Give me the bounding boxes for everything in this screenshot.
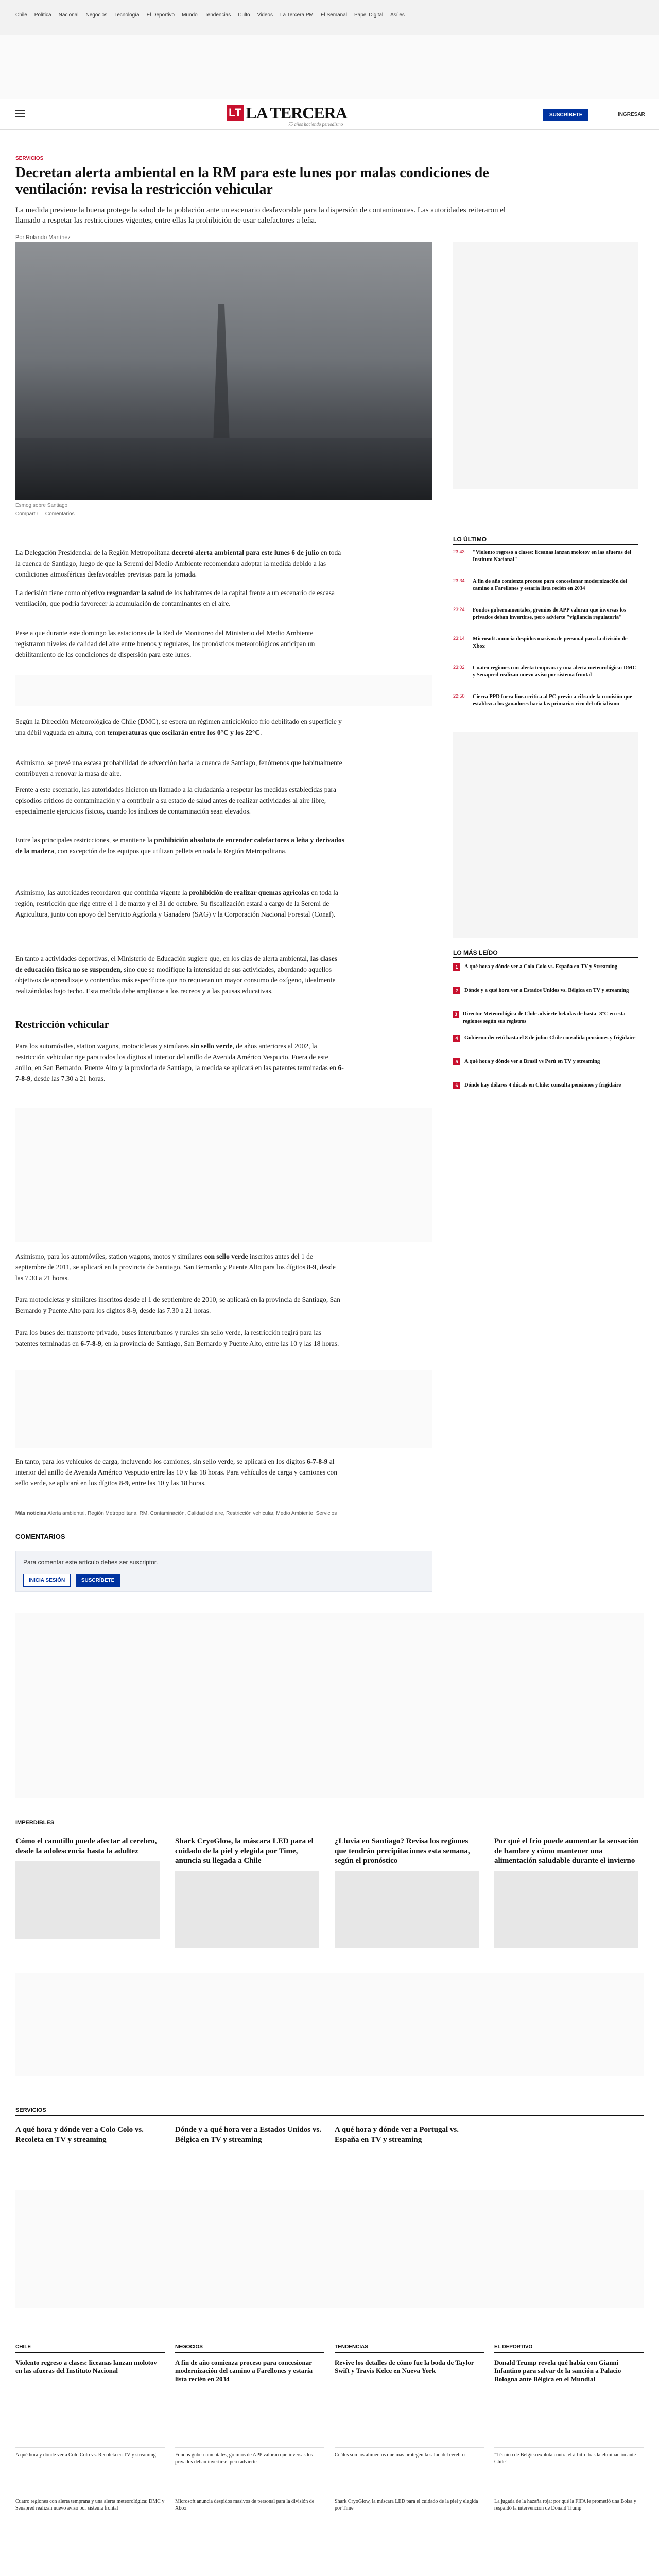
article-paragraph: Pese a que durante este domingo las estaciones de la Red de Monitoreo del Ministerio del Medio Ambiente registraron niveles de calidad del aire entre buenos y regulares, los pronósticos meteorológicos anticipan un debilitamiento de las condiciones de dispersión para este lunes.: [15, 629, 315, 658]
servicios-label: SERVICIOS: [15, 2107, 46, 2113]
latest-news-item[interactable]: [453, 693, 638, 708]
grid-lead-story[interactable]: [335, 2359, 484, 2375]
comments-login-button[interactable]: INICIA SESIÓN: [23, 1574, 71, 1587]
top-ad-slot: [0, 35, 659, 99]
imperdible-image[interactable]: [494, 1871, 638, 1948]
site-header: [0, 99, 659, 130]
grid-small-story[interactable]: La jugada de la hazaña roja: por qué la FIFA le prometió una Bolsa y respaldó la intervención de Donald Trump: [494, 2494, 644, 2512]
grid-lead-title[interactable]: Donald Trump revela qué había con Gianni Infantino para salvar de la sanción a Palacio Bologna ante Bélgica en el Mundial: [494, 2359, 621, 2383]
grid-section-rule: [335, 2352, 484, 2353]
most-read-item[interactable]: [453, 963, 638, 971]
latest-news-item[interactable]: [453, 578, 638, 592]
grid-section-heading[interactable]: EL DEPORTIVO: [494, 2344, 533, 2350]
most-read-headline[interactable]: Dónde hay dólares 4 dúcals en Chile: consulta pensiones y frigidaire: [464, 1082, 621, 1088]
inline-ad-slot: [15, 1108, 432, 1242]
article-byline[interactable]: Por Rolando Martínez: [15, 234, 71, 241]
article-section-kicker[interactable]: SERVICIOS: [15, 156, 44, 161]
most-read-item[interactable]: [453, 1082, 638, 1089]
topnav-item[interactable]: Papel Digital: [354, 12, 384, 18]
wide-ad-slot: [15, 2190, 644, 2308]
imperdible-card[interactable]: [15, 1837, 160, 1939]
latest-news-headline[interactable]: Cuatro regiones con alerta temprana y una alerta meteorológica: DMC y Senapred realizan nuevo aviso por sistema frontal: [473, 665, 637, 678]
topnav-item[interactable]: Tendencias: [204, 12, 231, 18]
most-read-headline[interactable]: Director Meteorológica de Chile advierte heladas de hasta -8°C en esta regiones según sus registros: [462, 1011, 626, 1024]
grid-section-heading[interactable]: TENDENCIAS: [335, 2344, 369, 2350]
latest-news-headline[interactable]: Fondos gubernamentales, gremios de APP valoran que inversas los privados deban invertirse, pero advierte "vigilancia regulatoria": [473, 607, 627, 620]
imperdible-image[interactable]: [175, 1871, 319, 1948]
menu-icon[interactable]: [15, 110, 25, 117]
section-subhead: Restricción vehicular: [15, 1019, 109, 1030]
latest-news-item[interactable]: [453, 636, 638, 650]
article-paragraph: Asimismo, para los automóviles, station wagons, motos y similares con sello verde inscritos antes del 1 de septiembre de 2011, se aplicará en la provincia de Santiago, San Bernardo y Puente Alto para los dígitos 8-9, desde las 7.30 a 21 horas.: [15, 1252, 336, 1282]
topnav-item[interactable]: Política: [34, 12, 51, 18]
site-logo[interactable]: [227, 105, 347, 121]
imperdible-image[interactable]: [335, 1871, 479, 1948]
servicio-card[interactable]: [335, 2125, 484, 2145]
article-paragraph: Según la Dirección Meteorológica de Chile (DMC), se espera un régimen anticiclónico frío debilitado en superficie y una débil vaguada en altura, con temperaturas que oscilarán entre los 0°C y los 22°C.: [15, 718, 342, 736]
article-paragraph: Para motocicletas y similares inscritos desde el 1 de septiembre de 2010, se aplicará en la provincia de Santiago, San Bernardo y Puente Alto para los dígitos 8-9, desde las 7.30 a 21 horas.: [15, 1296, 340, 1314]
topnav-item[interactable]: Negocios: [85, 12, 108, 18]
topnav-item[interactable]: Mundo: [182, 12, 198, 18]
article-paragraph: Asimismo, se prevé una escasa probabilidad de advección hacia la cuenca de Santiago, fenómenos que habitualmente contribuyen a renovar la masa de aire.: [15, 759, 342, 777]
article-paragraph: Entre las principales restricciones, se mantiene la prohibición absoluta de encender calefactores a leña y derivados de la madera, con excepción de los equipos que utilizan pellets en toda la Región Metropolitana.: [15, 836, 344, 855]
tags-list[interactable]: Alerta ambiental, Región Metropolitana, RM, Contaminación, Calidad del aire, Restricción vehicular, Medio Ambiente, Servicios: [47, 1511, 337, 1516]
latest-news-headline[interactable]: "Violento regreso a clases: liceanas lanzan molotov en las afueras del Instituto Nacional": [473, 550, 631, 563]
most-read-item[interactable]: [453, 1011, 638, 1025]
latest-news-item[interactable]: [453, 665, 638, 679]
logo-mark: LT: [227, 105, 244, 121]
topnav-item[interactable]: El Deportivo: [146, 12, 175, 18]
imperdible-card[interactable]: [494, 1837, 638, 1948]
sidebar-ad-slot: [453, 732, 638, 938]
most-read-item[interactable]: [453, 1035, 638, 1042]
most-read-rank: 2: [453, 987, 460, 994]
image-caption: Esmog sobre Santiago.: [15, 503, 69, 509]
grid-lead-title[interactable]: Revive los detalles de cómo fue la boda de Taylor Swift y Travis Kelce en Nueva York: [335, 2359, 474, 2375]
latest-news-time: 22:50: [453, 693, 465, 699]
latest-news-time: 23:24: [453, 607, 465, 612]
imperdible-card[interactable]: [175, 1837, 319, 1948]
topnav-item[interactable]: Nacional: [58, 12, 79, 18]
most-read-headline[interactable]: A qué hora y dónde ver a Brasil vs Perú en TV y streaming: [464, 1059, 600, 1064]
servicio-title[interactable]: A qué hora y dónde ver a Portugal vs. España en TV y streaming: [335, 2126, 459, 2144]
city-skyline: [15, 438, 432, 500]
comments-link[interactable]: Comentarios: [45, 511, 75, 517]
grid-small-story[interactable]: Shark CryoGlow, la máscara LED para el cuidado de la piel y elegida por Time: [335, 2494, 484, 2512]
subscribe-button[interactable]: SUSCRÍBETE: [543, 109, 588, 121]
logo-tagline: 75 años haciendo periodismo: [288, 122, 343, 127]
grid-lead-title[interactable]: Violento regreso a clases: liceanas lanzan molotov en las afueras del Instituto Nacional: [15, 2359, 157, 2375]
sidebar-ad-slot: [453, 242, 638, 489]
article-tags: [15, 1510, 345, 1518]
logo-text: LA TERCERA: [246, 104, 347, 122]
latest-news-rule: [453, 544, 638, 545]
grid-small-story[interactable]: Cuatro regiones con alerta temprana y una alerta meteorológica: DMC y Senapred realizan nuevo aviso por sistema frontal: [15, 2494, 165, 2512]
topnav-item[interactable]: Culto: [238, 12, 250, 18]
most-read-rule: [453, 957, 638, 958]
imperdible-card[interactable]: [335, 1837, 479, 1948]
most-read-rank: 5: [453, 1058, 460, 1065]
comments-subscribe-button[interactable]: SUSCRÍBETE: [76, 1574, 120, 1587]
latest-news-item[interactable]: [453, 549, 638, 564]
most-read-item[interactable]: [453, 1058, 638, 1065]
most-read-rank: 3: [453, 1011, 459, 1018]
servicio-card[interactable]: [15, 2125, 165, 2145]
most-read-rank: 6: [453, 1082, 460, 1089]
share-button[interactable]: Compartir: [15, 511, 38, 517]
topnav-item[interactable]: La Tercera PM: [280, 12, 314, 18]
grid-small-story[interactable]: "Técnico de Bélgica explota contra el árbitro tras la eliminación ante Chile": [494, 2447, 644, 2465]
most-read-rank: 4: [453, 1035, 460, 1042]
most-read-title: LO MÁS LEÍDO: [453, 949, 498, 956]
grid-small-story[interactable]: A qué hora y dónde ver a Colo Colo vs. Recoleta en TV y streaming: [15, 2447, 165, 2459]
servicio-card[interactable]: [175, 2125, 324, 2145]
article-paragraph: La Delegación Presidencial de la Región Metropolitana decretó alerta ambiental para este lunes 6 de julio en toda la cuenca de Santiago, luego de que la Seremi del Medio Ambiente recomendara adoptar la medida debido a las condiciones atmosféricas desfavorables previstas para la jornada.: [15, 549, 341, 578]
topnav-item[interactable]: El Semanal: [320, 12, 347, 18]
latest-news-headline[interactable]: A fin de año comienza proceso para concesionar modernización del camino a Farellones y estaría lista recién en 2034: [473, 579, 627, 591]
grid-small-story[interactable]: Fondos gubernamentales, gremios de APP valoran que inversas los privados deban invertirse, pero advierte: [175, 2447, 324, 2465]
comments-text: Para comentar este artículo debes ser suscriptor.: [23, 1558, 158, 1566]
article-dek: La medida previene la buena protege la salud de la población ante un escenario desfavorable para la dispersión de contaminantes. Las autoridades reiteraron el llamado a respetar las restricciones vigentes, entre ellas la prohibición de usar calefactores a leña.: [15, 206, 506, 225]
most-read-item[interactable]: [453, 987, 638, 994]
servicios-rule: [15, 2115, 644, 2116]
wide-ad-slot: [15, 1973, 644, 2076]
share-row: [15, 511, 75, 517]
article-paragraph: La decisión tiene como objetivo resguardar la salud de los habitantes de la capital frente a un escenario de escasa ventilación, que podría favorecer la acumulación de contaminantes en el aire.: [15, 589, 335, 607]
top-navigation: [0, 0, 659, 35]
tags-label: Más noticias: [15, 1511, 47, 1516]
latest-news-time: 23:43: [453, 549, 465, 554]
most-read-rank: 1: [453, 963, 460, 971]
topnav-item[interactable]: Tecnología: [114, 12, 140, 18]
servicio-title[interactable]: A qué hora y dónde ver a Colo Colo vs. Recoleta en TV y streaming: [15, 2126, 144, 2144]
login-button[interactable]: INGRESAR: [618, 112, 645, 117]
inline-ad-slot: [15, 1370, 432, 1448]
comments-box: [15, 1551, 432, 1592]
latest-news-headline[interactable]: Microsoft anuncia despidos masivos de personal para la división de Xbox: [473, 636, 628, 649]
grid-section-heading[interactable]: NEGOCIOS: [175, 2344, 203, 2350]
article-paragraph: Asimismo, las autoridades recordaron que continúa vigente la prohibición de realizar quemas agrícolas en toda la región, restricción que rige entre el 1 de marzo y el 31 de octubre. Su fiscalización estará a cargo de la Seremi de Agricultura, junto con apoyo del Servicio Agrícola y Ganadero (SAG) y la Corporación Nacional Forestal (Conaf).: [15, 889, 338, 918]
comments-heading: COMENTARIOS: [15, 1533, 65, 1540]
latest-news-time: 23:34: [453, 578, 465, 583]
imperdible-title[interactable]: Shark CryoGlow, la máscara LED para el cuidado de la piel y elegida por Time, anuncia su llegada a Chile: [175, 1837, 314, 1865]
grid-lead-story[interactable]: [15, 2359, 165, 2375]
article-paragraph: Para los buses del transporte privado, buses interurbanos y rurales sin sello verde, la restricción regirá para las patentes terminadas en 6-7-8-9, en la provincia de Santiago, San Bernardo y Puente Alto, entre las 10 y las 18 horas.: [15, 1329, 339, 1347]
imperdible-title[interactable]: Cómo el canutillo puede afectar al cerebro, desde la adolescencia hasta la adultez: [15, 1837, 157, 1855]
grid-section-rule: [494, 2352, 644, 2353]
imperdibles-label: IMPERDIBLES: [15, 1820, 55, 1826]
latest-news-time: 23:02: [453, 665, 465, 670]
grid-small-story[interactable]: Microsoft anuncia despidos masivos de personal para la división de Xbox: [175, 2494, 324, 2512]
imperdible-title[interactable]: Por qué el frío puede aumentar la sensación de hambre y cómo mantener una alimentación saludable durante el invierno: [494, 1837, 638, 1865]
article-paragraph: En tanto a actividades deportivas, el Ministerio de Educación sugiere que, en los días de alerta ambiental, las clases de educación física no se suspenden, sino que se modifique la intensidad de sus actividades, abordando aquellos objetivos de aprendizaje y contenidos más específicos que no requieran un mayor consumo de oxígeno, idealmente realizándolas bajo techo. Esta medida debe ampliarse a los recreos y a las pausas educativas.: [15, 955, 337, 995]
imperdible-image[interactable]: [15, 1861, 160, 1939]
grid-section-rule: [15, 2352, 165, 2353]
topnav-item[interactable]: Así es: [390, 12, 405, 18]
grid-lead-story[interactable]: [494, 2359, 644, 2383]
grid-lead-title[interactable]: A fin de año comienza proceso para concesionar modernización del camino a Farellones y estaría lista recién en 2034: [175, 2359, 313, 2383]
article-headline: Decretan alerta ambiental en la RM para este lunes por malas condiciones de ventilación: revisa la restricción vehicular: [15, 165, 489, 197]
imperdible-title[interactable]: ¿Lluvia en Santiago? Revisa los regiones que tendrán precipitaciones esta semana, según el pronóstico: [335, 1837, 470, 1865]
latest-news-item[interactable]: [453, 607, 638, 621]
most-read-headline[interactable]: Gobierno decretó hasta el 8 de julio: Chile consolida pensiones y frigidaire: [464, 1035, 636, 1041]
grid-small-story[interactable]: Cuáles son los alimentos que más protegen la salud del cerebro: [335, 2447, 484, 2459]
topnav-item[interactable]: Chile: [15, 12, 27, 18]
grid-lead-story[interactable]: [175, 2359, 324, 2383]
topnav-item[interactable]: Videos: [257, 12, 273, 18]
latest-news-title: LO ÚLTIMO: [453, 536, 487, 543]
grid-section-rule: [175, 2352, 324, 2353]
most-read-headline[interactable]: Dónde y a qué hora ver a Estados Unidos vs. Bélgica en TV y streaming: [464, 988, 629, 993]
latest-news-headline[interactable]: Cierra PPD fuera línea crítica al PC previo a cifra de la comisión que establezca los ganadores hacia las primarias rico del oficialismo: [473, 694, 632, 707]
article-paragraph: Para los automóviles, station wagons, motocicletas y similares sin sello verde, de años anteriores al 2002, la restricción vehicular rige para todos los dígitos al interior del anillo de Avenida Américo Vespucio. Fuera de este anillo, en San Bernardo, Puente Alto y la provincia de Santiago, la medida se aplicará en las patentes terminadas en 6-7-8-9, desde las 7.30 a 21 horas.: [15, 1042, 344, 1082]
article-paragraph: En tanto, para los vehículos de carga, incluyendo los camiones, sin sello verde, se aplicará en los dígitos 6-7-8-9 al interior del anillo de Avenida Américo Vespucio entre las 10 y las 18 horas. Para vehículos de carga y camiones con sello verde, se aplicará en los dígitos 8-9, entre las 10 y las 18 horas.: [15, 1458, 337, 1487]
servicio-title[interactable]: Dónde y a qué hora ver a Estados Unidos vs. Bélgica en TV y streaming: [175, 2126, 321, 2144]
article-hero-image: [15, 242, 432, 500]
top-nav-list: [0, 0, 659, 18]
latest-news-time: 23:14: [453, 636, 465, 641]
article-paragraph: Frente a este escenario, las autoridades hicieron un llamado a la ciudadanía a respetar las medidas establecidas para episodios críticos de contaminación y a contribuir a su estado de salud antes de realizar actividades al aire libre, especialmente ejercicios físicos, cuando los índices de contaminación sean elevados.: [15, 786, 336, 815]
most-read-headline[interactable]: A qué hora y dónde ver a Colo Colo vs. España en TV y Streaming: [464, 964, 618, 970]
wide-ad-slot: [15, 1613, 644, 1798]
grid-section-heading[interactable]: CHILE: [15, 2344, 31, 2350]
inline-ad-slot: [15, 675, 432, 706]
